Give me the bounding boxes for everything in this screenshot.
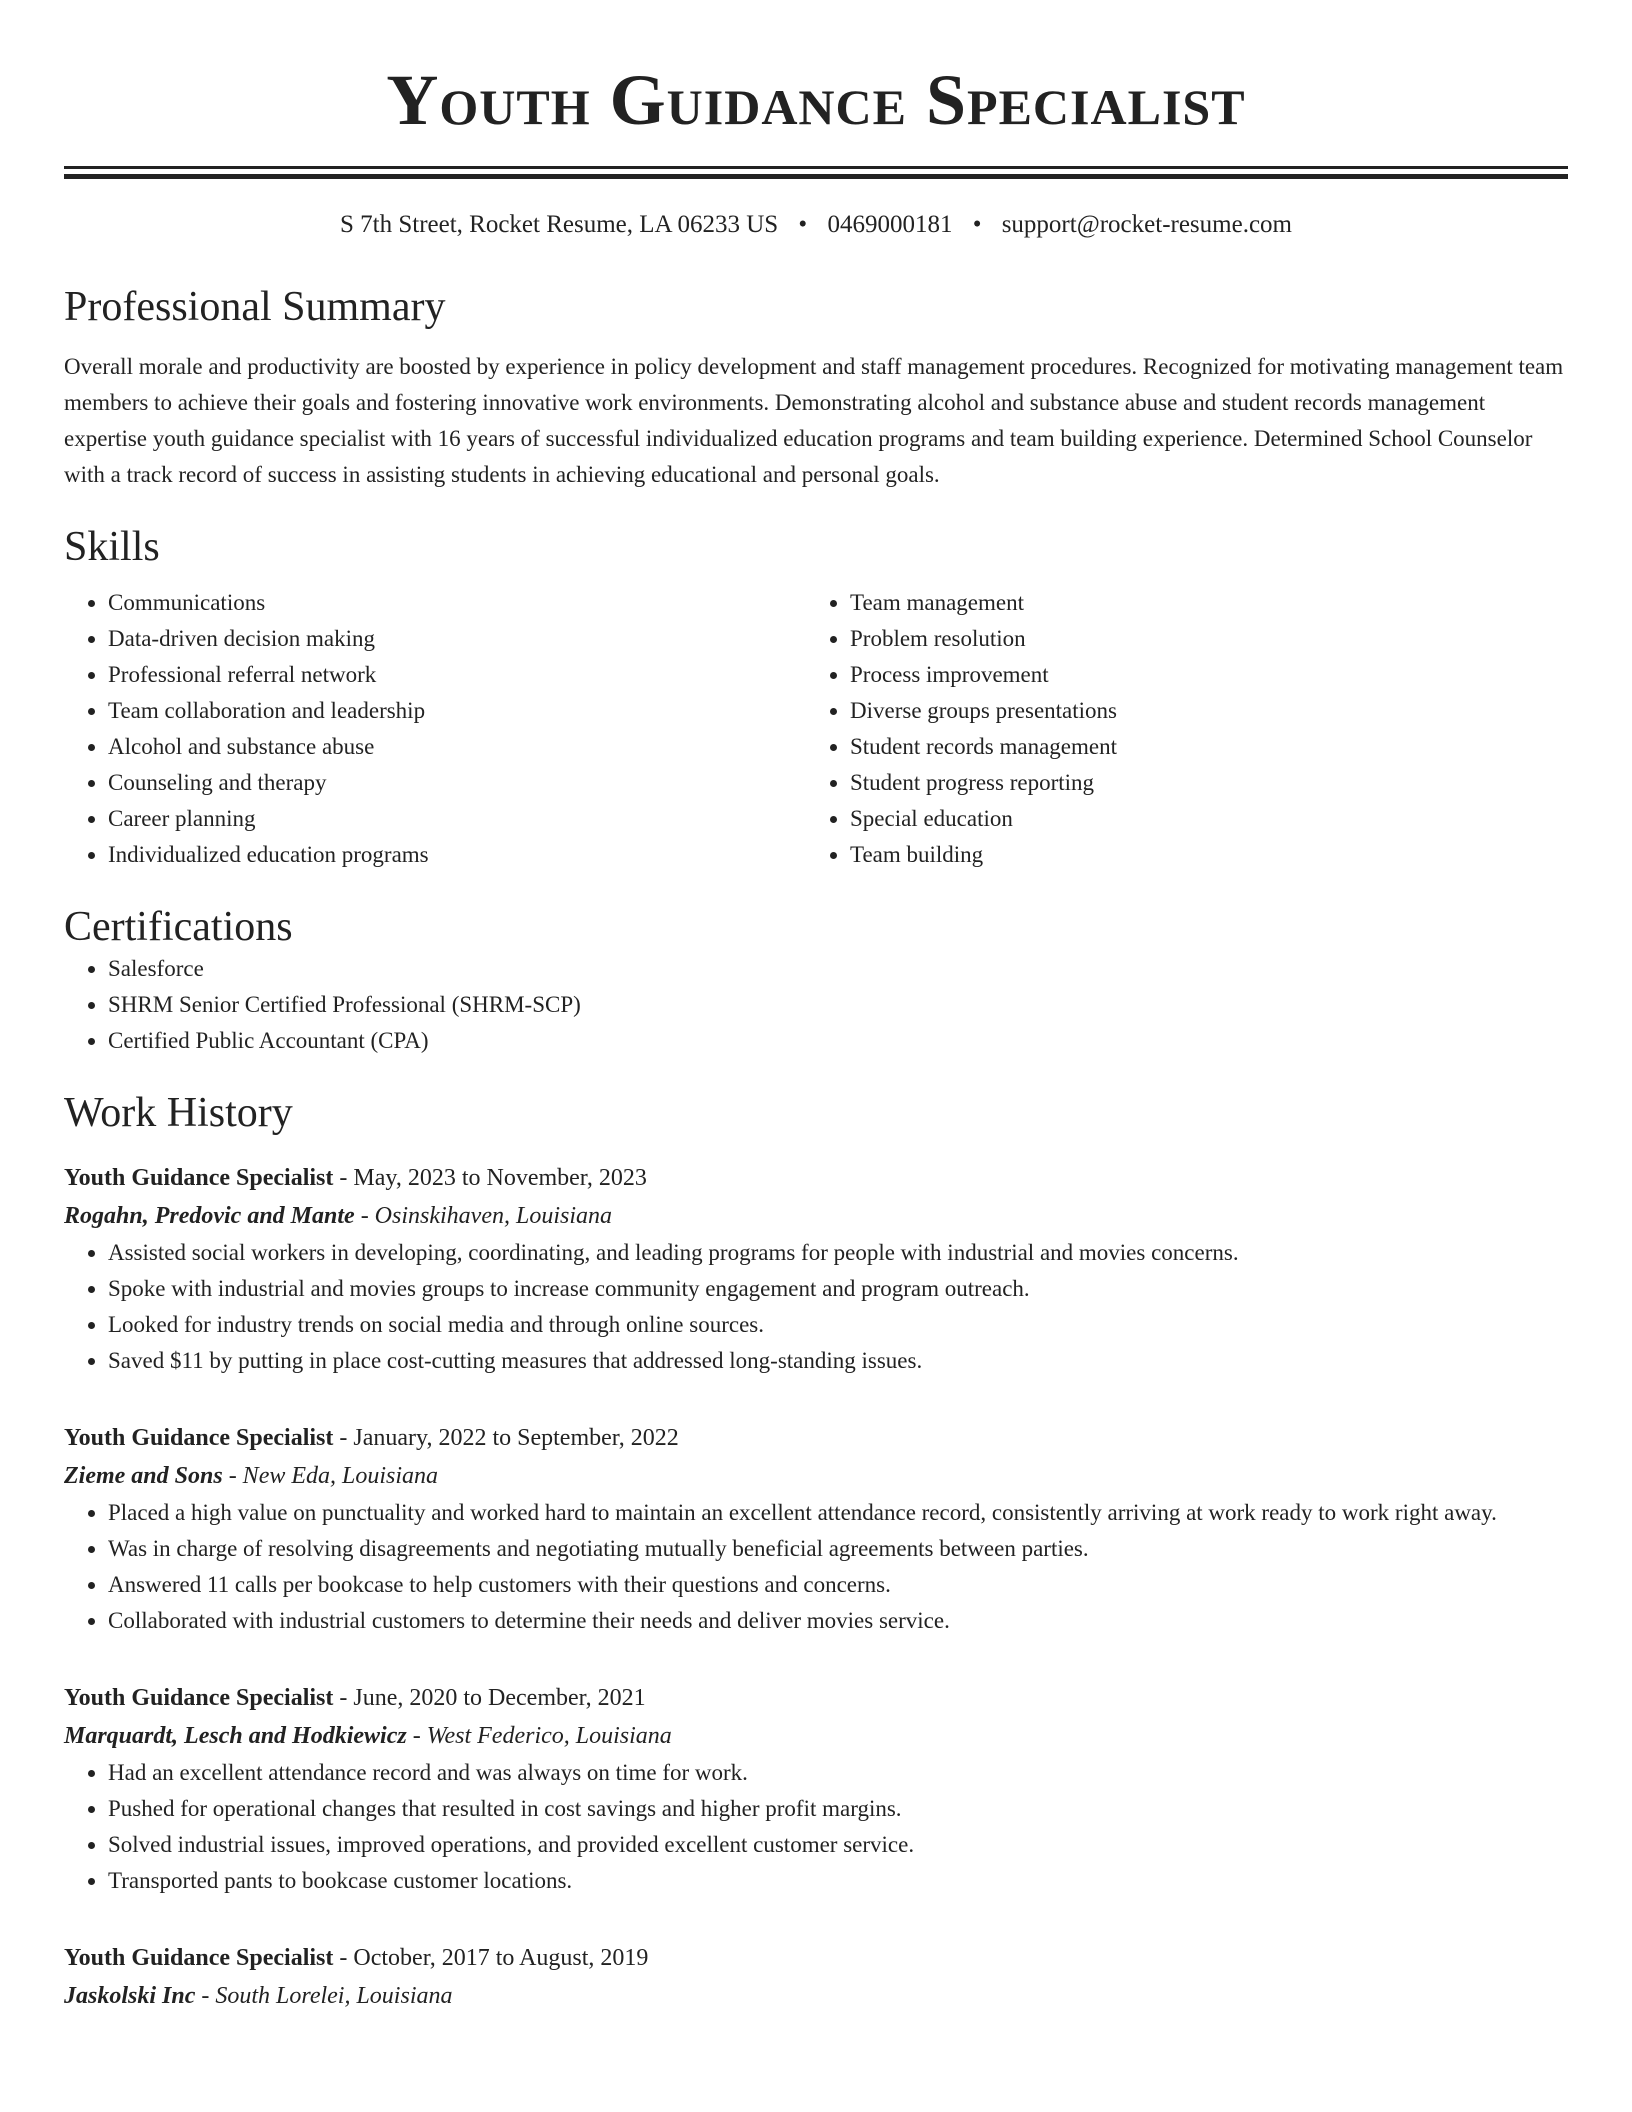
job-duties: [64, 1755, 1568, 1899]
duty-item: • Was in charge of resolving disagreements and negotiating mutually beneficial agreements between parties.: [108, 1531, 1568, 1567]
contact-line: [64, 209, 1568, 241]
job-location: - Osinskihaven, Louisiana: [354, 1203, 613, 1229]
job-dates: - June, 2020 to December, 2021: [333, 1685, 646, 1711]
skill-item: • Special education: [850, 801, 1548, 837]
contact-separator: •: [798, 211, 808, 238]
skill-item: • Alcohol and substance abuse: [108, 729, 806, 765]
skill-item: • Problem resolution: [850, 621, 1548, 657]
resume-page: [64, 0, 1568, 2015]
duty-item: • Transported pants to bookcase customer locations.: [108, 1863, 1568, 1899]
job-company-line: [64, 1717, 1568, 1755]
skill-item: • Student progress reporting: [850, 765, 1548, 801]
job-title-line: [64, 1159, 1568, 1197]
certification-item: • Certified Public Accountant (CPA): [108, 1023, 1568, 1059]
certifications-list: [64, 951, 1568, 1059]
title-divider-bottom: [64, 174, 1568, 179]
job-role: Youth Guidance Specialist: [64, 1945, 334, 1971]
skill-item: • Individualized education programs: [108, 837, 806, 873]
duty-item: • Had an excellent attendance record and was always on time for work.: [108, 1755, 1568, 1791]
skill-item: • Diverse groups presentations: [850, 693, 1548, 729]
skill-item: • Professional referral network: [108, 657, 806, 693]
contact-phone: 0469000181: [827, 211, 953, 238]
skill-item: • Data-driven decision making: [108, 621, 806, 657]
certification-item: • Salesforce: [108, 951, 1568, 987]
job-company: Marquardt, Lesch and Hodkiewicz: [64, 1723, 407, 1749]
job-dates: - May, 2023 to November, 2023: [333, 1165, 647, 1191]
job-role: Youth Guidance Specialist: [64, 1165, 334, 1191]
job-company-line: [64, 1977, 1568, 2015]
job-company: Jaskolski Inc: [64, 1983, 196, 2009]
skill-item: • Team building: [850, 837, 1548, 873]
job-title-line: [64, 1679, 1568, 1717]
job-title-line: [64, 1939, 1568, 1977]
certification-item: • SHRM Senior Certified Professional (SHRM-SCP): [108, 987, 1568, 1023]
job-entry: [64, 1159, 1568, 1379]
job-entry: [64, 1419, 1568, 1639]
contact-email: support@rocket-resume.com: [1001, 211, 1292, 238]
job-role: Youth Guidance Specialist: [64, 1425, 334, 1451]
skill-item: • Student records management: [850, 729, 1548, 765]
contact-address: S 7th Street, Rocket Resume, LA 06233 US: [340, 211, 779, 238]
duty-item: • Pushed for operational changes that resulted in cost savings and higher profit margins.: [108, 1791, 1568, 1827]
job-company: Rogahn, Predovic and Mante: [64, 1203, 355, 1229]
job-company-line: [64, 1457, 1568, 1495]
job-duties: [64, 1235, 1568, 1379]
duty-item: • Placed a high value on punctuality and worked hard to maintain an excellent attendance record, consistently arriving at work ready to work right away.: [108, 1495, 1568, 1531]
duty-item: • Assisted social workers in developing, coordinating, and leading programs for people with industrial and movies concerns.: [108, 1235, 1568, 1271]
job-duties: [64, 1495, 1568, 1639]
job-location: - West Federico, Louisiana: [406, 1723, 672, 1749]
contact-separator: •: [972, 211, 982, 238]
duty-item: • Collaborated with industrial customers to determine their needs and deliver movies service.: [108, 1603, 1568, 1639]
skills-list: [64, 585, 1568, 873]
skill-item: • Team collaboration and leadership: [108, 693, 806, 729]
duty-item: • Saved $11 by putting in place cost-cutting measures that addressed long-standing issues.: [108, 1343, 1568, 1379]
job-entry: [64, 1939, 1568, 2015]
job-company: Zieme and Sons: [64, 1463, 223, 1489]
job-location: - South Lorelei, Louisiana: [195, 1983, 453, 2009]
skill-item: • Process improvement: [850, 657, 1548, 693]
job-dates: - January, 2022 to September, 2022: [333, 1425, 679, 1451]
skill-item: • Counseling and therapy: [108, 765, 806, 801]
duty-item: • Looked for industry trends on social media and through online sources.: [108, 1307, 1568, 1343]
resume-title: Youth Guidance Specialist: [386, 60, 1246, 140]
skill-item: • Team management: [850, 585, 1548, 621]
title-divider-top: [64, 166, 1568, 169]
section-title-skills: Skills: [64, 524, 160, 570]
section-title-summary: Professional Summary: [64, 284, 446, 330]
skills-column-right: [806, 585, 1548, 873]
skill-item: • Career planning: [108, 801, 806, 837]
section-title-work-history: Work History: [64, 1090, 293, 1136]
section-title-certifications: Certifications: [64, 904, 293, 950]
job-company-line: [64, 1197, 1568, 1235]
job-location: - New Eda, Louisiana: [222, 1463, 439, 1489]
duty-item: • Solved industrial issues, improved operations, and provided excellent customer service.: [108, 1827, 1568, 1863]
duty-item: • Answered 11 calls per bookcase to help customers with their questions and concerns.: [108, 1567, 1568, 1603]
job-entry: [64, 1679, 1568, 1899]
job-dates: - October, 2017 to August, 2019: [333, 1945, 649, 1971]
job-title-line: [64, 1419, 1568, 1457]
skill-item: • Communications: [108, 585, 806, 621]
job-role: Youth Guidance Specialist: [64, 1685, 334, 1711]
skills-column-left: [64, 585, 806, 873]
summary-text: Overall morale and productivity are boosted by experience in policy development and staff management procedures. Recognized for motivating management team members to achieve their goals and fostering innovative work environments. Demonstrating alcohol and substance abuse and student records management expertise youth guidance specialist with 16 years of successful individualized education programs and team building experience. Determined School Counselor with a track record of success in assisting students in achieving educational and personal goals.: [64, 354, 1564, 487]
duty-item: • Spoke with industrial and movies groups to increase community engagement and program outreach.: [108, 1271, 1568, 1307]
